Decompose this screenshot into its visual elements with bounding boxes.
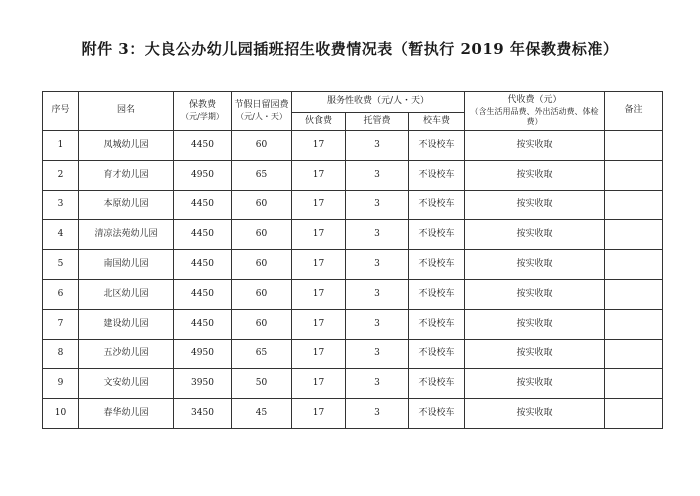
cell-tuition: 4450: [174, 190, 232, 220]
cell-name: 建设幼儿园: [79, 309, 174, 339]
header-tuition-label: 保教费: [188, 100, 216, 111]
cell-seq: 3: [43, 190, 79, 220]
table-row: [43, 339, 663, 369]
cell-bus: 不设校车: [409, 279, 465, 309]
cell-holiday: 60: [232, 220, 292, 250]
header-meal: 伙食费: [292, 113, 346, 131]
header-remark: 备注: [605, 92, 663, 131]
cell-bus: 不设校车: [409, 131, 465, 161]
cell-remark: [605, 131, 663, 161]
table-row: [43, 131, 663, 161]
cell-care: 3: [346, 160, 409, 190]
cell-bus: 不设校车: [409, 369, 465, 399]
cell-bus: 不设校车: [409, 250, 465, 280]
header-care: 托管费: [346, 113, 409, 131]
cell-meal: 17: [292, 190, 346, 220]
table-row: [43, 369, 663, 399]
cell-bus: 不设校车: [409, 309, 465, 339]
cell-name: 育才幼儿园: [79, 160, 174, 190]
cell-collect: 按实收取: [465, 190, 605, 220]
cell-name: 五沙幼儿园: [79, 339, 174, 369]
cell-collect: 按实收取: [465, 131, 605, 161]
header-tuition: [174, 92, 232, 131]
cell-remark: [605, 190, 663, 220]
cell-care: 3: [346, 399, 409, 429]
cell-collect: 按实收取: [465, 339, 605, 369]
cell-name: 南国幼儿园: [79, 250, 174, 280]
cell-collect: 按实收取: [465, 399, 605, 429]
cell-meal: 17: [292, 220, 346, 250]
header-tuition-unit: （元/学期）: [181, 111, 224, 121]
cell-care: 3: [346, 220, 409, 250]
cell-tuition: 4450: [174, 250, 232, 280]
cell-holiday: 60: [232, 190, 292, 220]
cell-seq: 2: [43, 160, 79, 190]
cell-remark: [605, 160, 663, 190]
cell-tuition: 3950: [174, 369, 232, 399]
cell-meal: 17: [292, 399, 346, 429]
cell-seq: 6: [43, 279, 79, 309]
header-service: 服务性收费（元/人・天）: [292, 92, 465, 113]
cell-name: 凤城幼儿园: [79, 131, 174, 161]
cell-holiday: 60: [232, 131, 292, 161]
table-row: [43, 309, 663, 339]
cell-meal: 17: [292, 131, 346, 161]
table-body: [43, 131, 663, 429]
table-row: [43, 220, 663, 250]
header-holiday: [232, 92, 292, 131]
cell-tuition: 4450: [174, 279, 232, 309]
cell-seq: 5: [43, 250, 79, 280]
cell-tuition: 4450: [174, 131, 232, 161]
cell-bus: 不设校车: [409, 399, 465, 429]
cell-tuition: 4450: [174, 220, 232, 250]
cell-name: 北区幼儿园: [79, 279, 174, 309]
cell-meal: 17: [292, 250, 346, 280]
cell-seq: 8: [43, 339, 79, 369]
cell-seq: 10: [43, 399, 79, 429]
cell-care: 3: [346, 309, 409, 339]
cell-seq: 9: [43, 369, 79, 399]
cell-collect: 按实收取: [465, 220, 605, 250]
cell-seq: 7: [43, 309, 79, 339]
cell-tuition: 4950: [174, 339, 232, 369]
cell-seq: 1: [43, 131, 79, 161]
page-title: 附件 3：大良公办幼儿园插班招生收费情况表（暂执行 2019 年保教费标准）: [81, 40, 619, 58]
header-collect-label: 代收费（元）: [507, 95, 562, 106]
cell-tuition: 4950: [174, 160, 232, 190]
cell-meal: 17: [292, 160, 346, 190]
cell-name: 清凉法苑幼儿园: [79, 220, 174, 250]
cell-collect: 按实收取: [465, 279, 605, 309]
cell-holiday: 65: [232, 339, 292, 369]
cell-care: 3: [346, 250, 409, 280]
cell-care: 3: [346, 190, 409, 220]
cell-holiday: 60: [232, 279, 292, 309]
header-seq: 序号: [43, 92, 79, 131]
fee-table: [42, 91, 663, 429]
cell-name: 春华幼儿园: [79, 399, 174, 429]
cell-tuition: 3450: [174, 399, 232, 429]
cell-holiday: 60: [232, 250, 292, 280]
cell-holiday: 50: [232, 369, 292, 399]
cell-tuition: 4450: [174, 309, 232, 339]
cell-remark: [605, 309, 663, 339]
header-holiday-label: 节假日留园费: [234, 100, 289, 111]
cell-meal: 17: [292, 369, 346, 399]
table-row: [43, 399, 663, 429]
cell-collect: 按实收取: [465, 160, 605, 190]
cell-name: 本原幼儿园: [79, 190, 174, 220]
cell-care: 3: [346, 369, 409, 399]
cell-bus: 不设校车: [409, 220, 465, 250]
cell-collect: 按实收取: [465, 309, 605, 339]
cell-remark: [605, 279, 663, 309]
header-row: [43, 92, 663, 113]
table-row: [43, 250, 663, 280]
header-name: 园名: [79, 92, 174, 131]
header-bus: 校车费: [409, 113, 465, 131]
cell-holiday: 60: [232, 309, 292, 339]
cell-bus: 不设校车: [409, 160, 465, 190]
cell-care: 3: [346, 279, 409, 309]
cell-meal: 17: [292, 339, 346, 369]
cell-bus: 不设校车: [409, 190, 465, 220]
cell-holiday: 45: [232, 399, 292, 429]
cell-meal: 17: [292, 279, 346, 309]
cell-care: 3: [346, 131, 409, 161]
cell-collect: 按实收取: [465, 250, 605, 280]
header-collect: [465, 92, 605, 131]
cell-remark: [605, 339, 663, 369]
cell-bus: 不设校车: [409, 339, 465, 369]
header-collect-note: （含生活用品费、外出活动费、体检费）: [470, 106, 599, 126]
table-row: [43, 279, 663, 309]
cell-remark: [605, 250, 663, 280]
cell-name: 文安幼儿园: [79, 369, 174, 399]
cell-holiday: 65: [232, 160, 292, 190]
cell-care: 3: [346, 339, 409, 369]
cell-remark: [605, 220, 663, 250]
table-row: [43, 190, 663, 220]
table-row: [43, 160, 663, 190]
cell-meal: 17: [292, 309, 346, 339]
cell-remark: [605, 369, 663, 399]
cell-remark: [605, 399, 663, 429]
cell-seq: 4: [43, 220, 79, 250]
header-holiday-unit: （元/人・天）: [236, 111, 287, 121]
cell-collect: 按实收取: [465, 369, 605, 399]
